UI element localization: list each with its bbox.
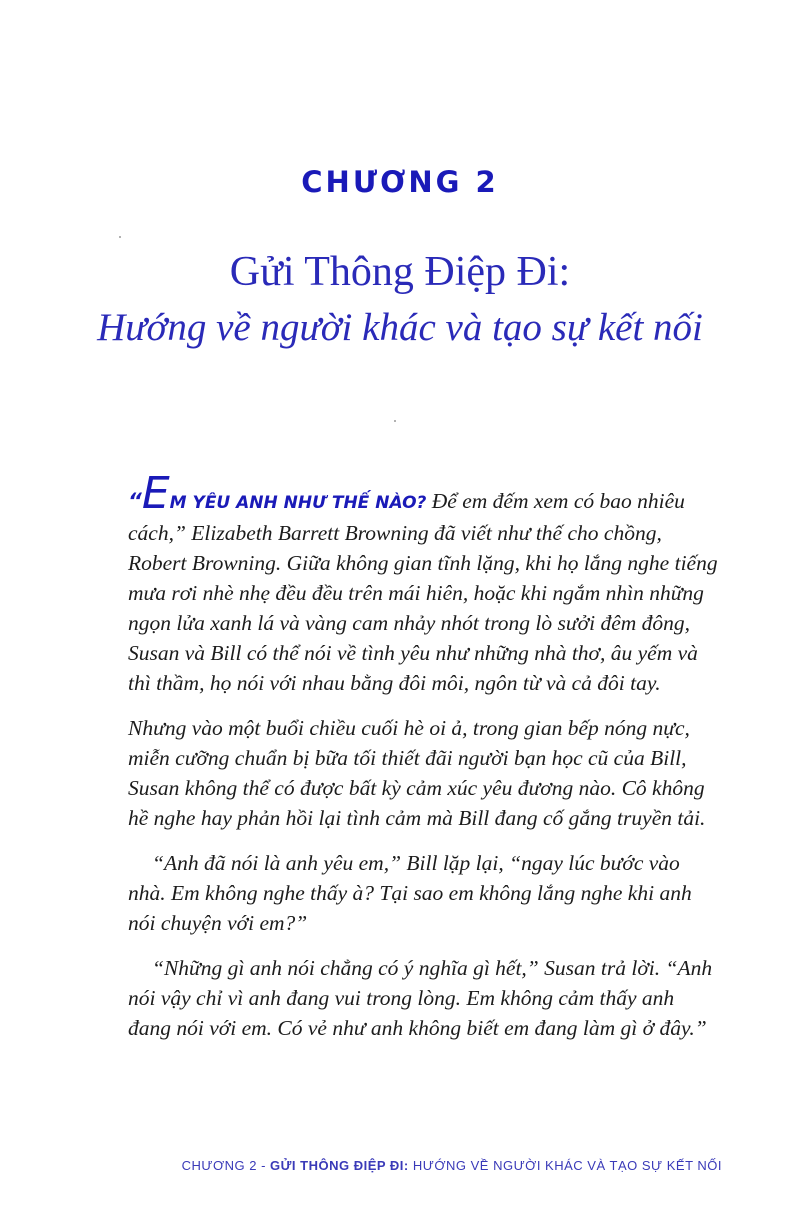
- chapter-subtitle: Hướng về người khác và tạo sự kết nối: [97, 306, 703, 349]
- chapter-title: Gửi Thông Điệp Đi:: [229, 249, 571, 295]
- opening-caps: M YÊU ANH NHƯ THẾ NÀO?: [169, 493, 427, 513]
- paragraph-2: Nhưng vào một buổi chiều cuối hè oi ả, trong gian bếp nóng nực, miễn cưỡng chuẩn bị bữa tối thiết đãi người bạn học cũ của Bill, Susan không thể có được bất kỳ cảm xúc yêu đương nào. Cô không hề nghe hay phản hồi lại tình cảm mà Bill đang cố gắng truyền tải.: [128, 716, 706, 830]
- page-speck: [394, 420, 396, 422]
- footer-chapter: CHƯƠNG 2 -: [181, 1158, 271, 1173]
- paragraph-3: “Anh đã nói là anh yêu em,” Bill lặp lại, “ngay lúc bước vào nhà. Em không nghe thấy à? Tại sao em không lắng nghe khi anh nói chuyện với em?”: [128, 851, 692, 935]
- body-text: [128, 468, 722, 1058]
- opening-quote-mark: “: [128, 489, 142, 514]
- running-footer: [182, 1158, 722, 1173]
- footer-title-bold: GỬI THÔNG ĐIỆP ĐI:: [270, 1158, 409, 1173]
- opening-drop-letter: E: [141, 468, 170, 519]
- paragraph-4: “Những gì anh nói chẳng có ý nghĩa gì hết,” Susan trả lời. “Anh nói vậy chỉ vì anh đang vui trong lòng. Em không cảm thấy anh đang nói với em. Có vẻ như anh không biết em đang làm gì ở đây.”: [128, 956, 713, 1040]
- page-speck: [119, 236, 121, 238]
- chapter-label: CHƯƠNG 2: [301, 165, 499, 199]
- footer-title-rest: HƯỚNG VỀ NGƯỜI KHÁC VÀ TẠO SỰ KẾT NỐI: [408, 1158, 722, 1173]
- paragraph-1-text: Để em đếm xem có bao nhiêu cách,” Elizabeth Barrett Browning đã viết như thế cho chồng, Robert Browning. Giữa không gian tĩnh lặng, khi họ lắng nghe tiếng mưa rơi nhè nhẹ đều đều trên mái hiên, hoặc khi ngắm nhìn những ngọn lửa xanh lá và vàng cam nhảy nhót trong lò sưởi đêm đông, Susan và Bill có thể nói về tình yêu như những nhà thơ, âu yếm và thì thầm, họ nói với nhau bằng đôi môi, ngôn từ và cả đôi tay.: [128, 489, 718, 695]
- paragraph-1: [128, 468, 722, 698]
